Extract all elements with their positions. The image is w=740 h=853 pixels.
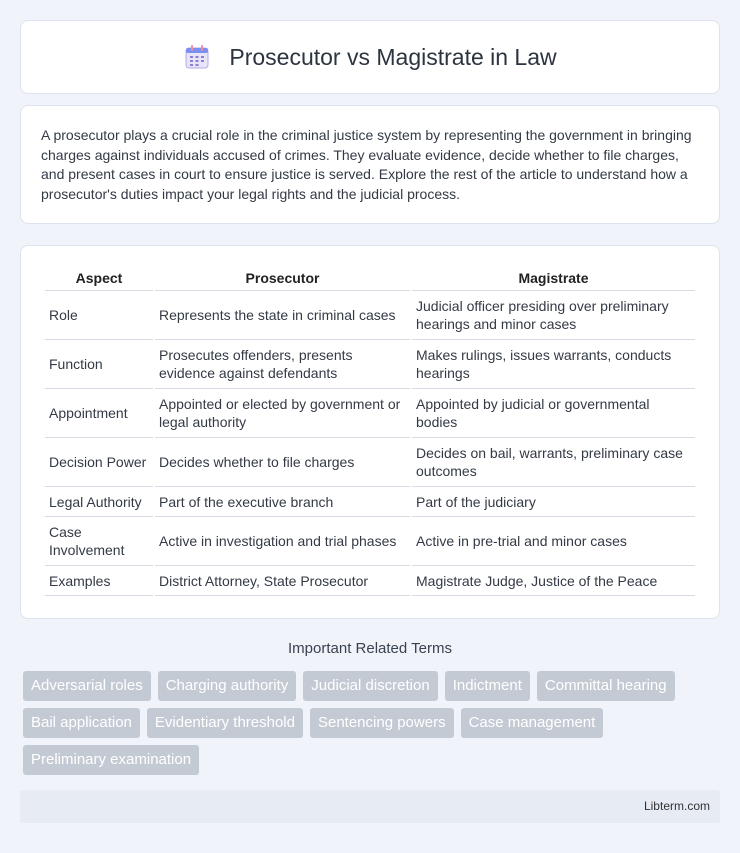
tag-sentencing-powers[interactable]: Sentencing powers <box>310 708 454 738</box>
table-row <box>45 340 695 389</box>
cell-aspect: Legal Authority <box>45 487 153 517</box>
cell-magistrate: Makes rulings, issues warrants, conducts hearings <box>412 340 695 389</box>
cell-aspect: Examples <box>45 566 153 596</box>
tag-case-management[interactable]: Case management <box>461 708 604 738</box>
tag-charging-authority[interactable]: Charging authority <box>158 671 297 701</box>
comparison-table <box>43 266 697 596</box>
header-prosecutor: Prosecutor <box>155 266 410 291</box>
footer-site-link[interactable]: Libterm.com <box>643 799 710 813</box>
tag-adversarial-roles[interactable]: Adversarial roles <box>23 671 151 701</box>
calendar-icon <box>183 43 211 71</box>
footer <box>20 790 720 823</box>
cell-prosecutor: Represents the state in criminal cases <box>155 291 410 340</box>
cell-magistrate: Part of the judiciary <box>412 487 695 517</box>
table-row <box>45 517 695 566</box>
header-card <box>20 20 720 94</box>
table-row <box>45 438 695 487</box>
table-row <box>45 487 695 517</box>
tag-committal-hearing[interactable]: Committal hearing <box>537 671 675 701</box>
page-title: Prosecutor vs Magistrate in Law <box>229 43 557 70</box>
cell-prosecutor: Decides whether to file charges <box>155 438 410 487</box>
table-row <box>45 389 695 438</box>
header-aspect: Aspect <box>45 266 153 291</box>
table-row <box>45 566 695 596</box>
cell-aspect: Case Involvement <box>45 517 153 566</box>
tag-bail-application[interactable]: Bail application <box>23 708 140 738</box>
comparison-table-card <box>20 245 720 619</box>
cell-magistrate: Decides on bail, warrants, preliminary case outcomes <box>412 438 695 487</box>
tag-indictment[interactable]: Indictment <box>445 671 530 701</box>
cell-prosecutor: Appointed or elected by government or legal authority <box>155 389 410 438</box>
cell-prosecutor: Part of the executive branch <box>155 487 410 517</box>
table-row <box>45 291 695 340</box>
intro-card <box>20 105 720 224</box>
cell-magistrate: Active in pre-trial and minor cases <box>412 517 695 566</box>
cell-prosecutor: District Attorney, State Prosecutor <box>155 566 410 596</box>
tag-evidentiary-threshold[interactable]: Evidentiary threshold <box>147 708 303 738</box>
intro-paragraph: A prosecutor plays a crucial role in the criminal justice system by representing the government in bringing charges against individuals accused of crimes. They evaluate evidence, decide whether to file charges, and present cases in court to ensure justice is served. Explore the rest of the article to understand how a prosecutor's duties impact your legal rights and the judicial process. <box>41 127 692 202</box>
related-terms-title: Important Related Terms <box>288 640 452 657</box>
tag-preliminary-examination[interactable]: Preliminary examination <box>23 745 199 775</box>
tag-judicial-discretion[interactable]: Judicial discretion <box>303 671 437 701</box>
cell-magistrate: Judicial officer presiding over preliminary hearings and minor cases <box>412 291 695 340</box>
table-header-row <box>45 266 695 291</box>
cell-aspect: Role <box>45 291 153 340</box>
header-magistrate: Magistrate <box>412 266 695 291</box>
cell-magistrate: Appointed by judicial or governmental bodies <box>412 389 695 438</box>
cell-aspect: Decision Power <box>45 438 153 487</box>
cell-prosecutor: Prosecutes offenders, presents evidence against defendants <box>155 340 410 389</box>
cell-magistrate: Magistrate Judge, Justice of the Peace <box>412 566 695 596</box>
cell-aspect: Appointment <box>45 389 153 438</box>
cell-aspect: Function <box>45 340 153 389</box>
cell-prosecutor: Active in investigation and trial phases <box>155 517 410 566</box>
related-terms-tags <box>23 671 723 782</box>
